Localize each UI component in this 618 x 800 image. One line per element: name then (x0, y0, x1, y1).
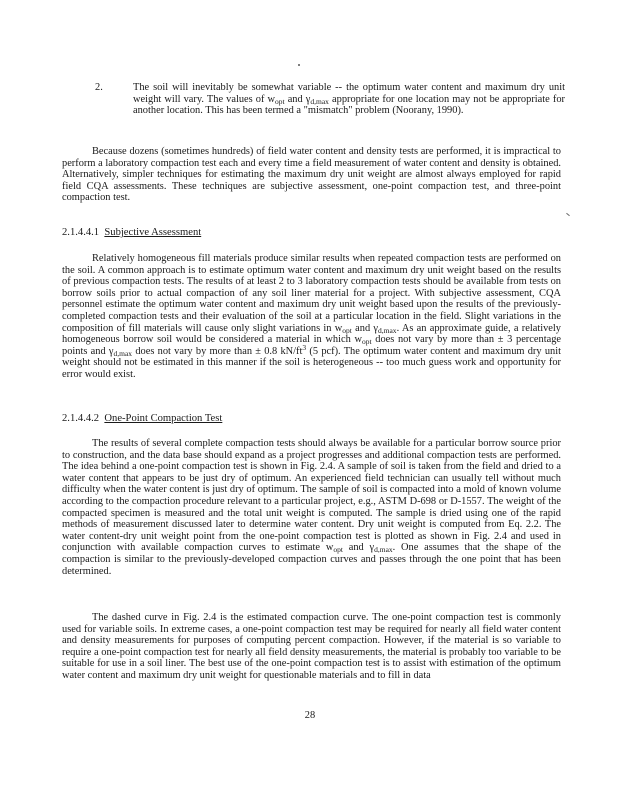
paragraph-dashed-curve (62, 612, 561, 682)
text-run: appropriate for one location may not be appropriate for another location. This has been termed a "mismatch" problem (Noorany, 1990). (133, 93, 565, 117)
text-run: . As an approximate guide, a relatively homogeneous borrow soil would be considered a material in which w (62, 322, 562, 346)
text-run: and γ (351, 322, 379, 334)
heading-title: One-Point Compaction Test (104, 413, 223, 424)
heading-number: 2.1.4.4.1 (62, 227, 100, 238)
list-item-number: 2. (95, 82, 103, 93)
heading-title: Subjective Assessment (104, 227, 202, 238)
subscript: opt (275, 96, 285, 106)
speck-mark (298, 64, 300, 66)
superscript: 3 (302, 342, 307, 352)
text-run: does not vary by more than ± 3 percentage points and γ (62, 334, 561, 357)
text-run: Because dozens (sometimes hundreds) of field water content and density tests are performed, it is impractical to perform a laboratory compaction test each and every time a field measurement of water content and density is obtained. Alternatively, simpler techniques for estimating the maximum dry unit weight are almost always employed for rapid field CQA assessments. These techniques are subjective assessment, one-point compaction test, and three-point compaction test. (62, 146, 561, 204)
subscript: d,max (374, 545, 393, 555)
subscript: opt (361, 337, 372, 347)
page-number: 28 (304, 710, 316, 721)
text-run: Relatively homogeneous fill materials produce similar results when repeated compaction tests are performed on the soil. A common approach is to estimate optimum water content and maximum dry unit weight based on the results of previous compaction tests. The results of at least 2 to 3 laboratory compaction tests should be available from tests on borrow soils prior to actual compaction of any soil liner material for a project. With subjective assessment, CQA personnel estimate the optimum water content and maximum dry unit weight based upon the results of the previously-completed compaction tests and their evaluation of the soil at a particular location in the field. Slight variations in the composition of fill materials will cause only slight variations in w (62, 253, 561, 334)
paragraph-one-point (62, 438, 561, 577)
text-run: and γ (284, 93, 311, 105)
text-run: and γ (342, 542, 375, 554)
section-heading-subjective (62, 227, 201, 239)
heading-number: 2.1.4.4.2 (62, 413, 100, 424)
text-run: does not vary by more than ± 0.8 kN/ft (132, 345, 303, 357)
text-run: The soil will inevitably be somewhat variable -- the optimum water content and maximum dry unit weight will vary. The values of w (133, 82, 565, 105)
margin-mark (566, 213, 570, 216)
paragraph-intro (62, 146, 561, 204)
list-item-text (133, 82, 565, 117)
subscript: d,max (113, 348, 133, 358)
subscript: d,max (378, 325, 397, 335)
subscript: d,max (310, 96, 329, 106)
text-run: . One assumes that the shape of the compaction is similar to the previously-developed compaction curves and passes through the one point that has been determined. (62, 542, 561, 577)
text-run: The dashed curve in Fig. 2.4 is the estimated compaction curve. The one-point compaction test is commonly used for variable soils. In extreme cases, a one-point compaction test may be required for nearly all field water content and density measurements for purposes of computing percent compaction. However, if the material is so variable to require a one-point compaction test for nearly all field density measurements, the material is probably too variable to be suitable for use in a soil liner. The best use of the one-point compaction test is to assist with estimation of the optimum water content and maximum dry unit weight for questionable materials and to fill in data (62, 612, 561, 681)
section-heading-one-point (62, 413, 222, 425)
text-run: (5 pcf). The optimum water content and maximum dry unit weight should not be estimated in this manner if the soil is heterogeneous -- too much guess work and opportunity for error would exist. (62, 345, 561, 380)
subscript: opt (333, 545, 343, 555)
subscript: opt (342, 325, 352, 335)
paragraph-subjective (62, 253, 561, 381)
text-run: The results of several complete compaction tests should always be available for a particular borrow source prior to construction, and the data base should expand as a project progresses and additional compaction tests are performed. The idea behind a one-point compaction test is shown in Fig. 2.4. A sample of soil is taken from the field and dried to a water content that appears to be just dry of optimum. An experienced field technician can usually tell without much difficulty when the water content is just dry of optimum. The sample of soil is compacted into a mold of known volume according to the compaction procedure relevant to a particular project, e.g., ASTM D-698 or D-1557. The weight of the compacted specimen is measured and the total unit weight is computed. The sample is dried using one of the rapid methods of measurement discussed later to determine water content. Dry unit weight is computed from Eq. 2.2. The water content-dry unit weight point from the one-point compaction test is plotted as shown in Fig. 2.4 and used in conjunction with available compaction curves to estimate w (62, 438, 561, 554)
